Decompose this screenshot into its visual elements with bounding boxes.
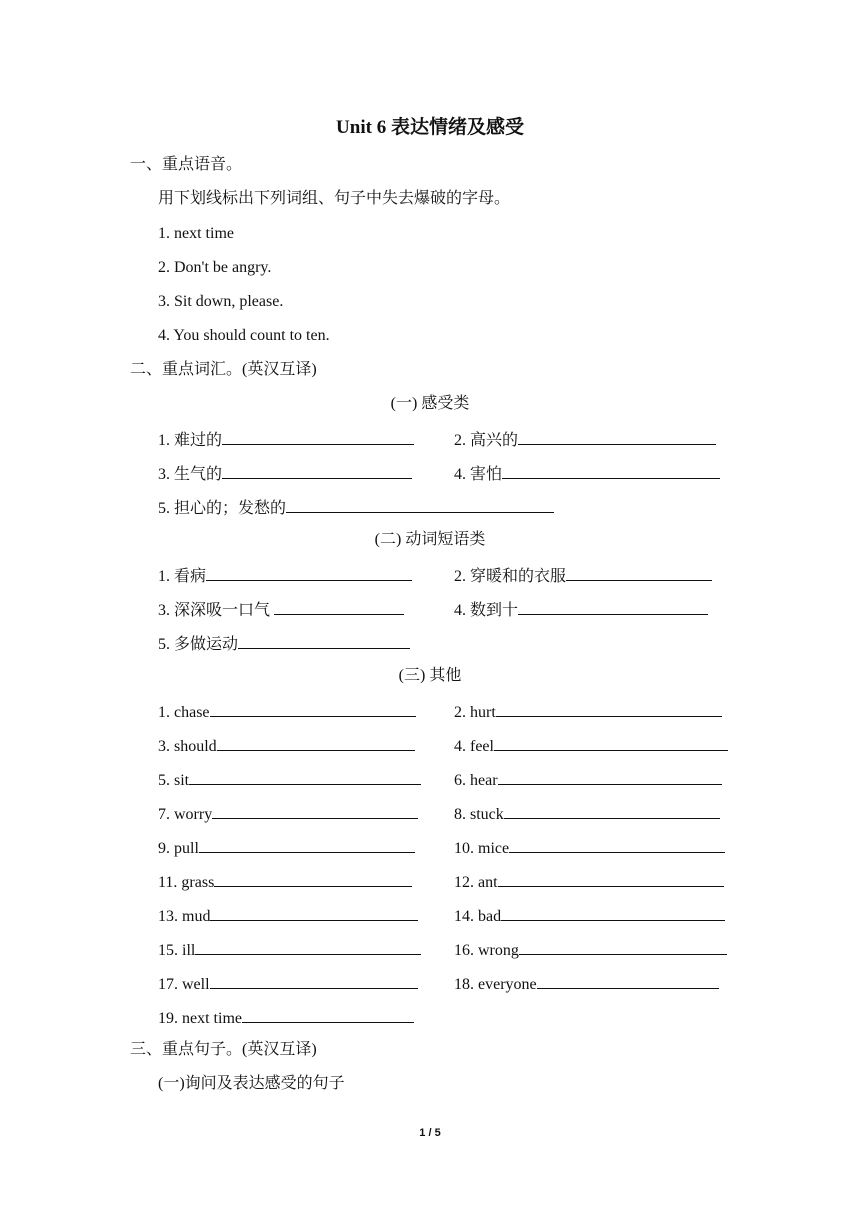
vocab-item (158, 563, 412, 588)
answer-blank[interactable] (210, 903, 418, 921)
vocab-item (158, 869, 412, 894)
answer-blank[interactable] (274, 597, 404, 615)
answer-blank[interactable] (222, 461, 412, 479)
answer-blank[interactable] (498, 767, 722, 785)
vocab-item (454, 767, 722, 792)
vocab-label: 2. hurt (454, 704, 496, 721)
vocab-label: 4. 害怕 (454, 466, 503, 483)
vocab-label: 10. mice (454, 840, 510, 857)
vocab-group-title: (一) 感受类 (390, 395, 470, 412)
vocab-label: 5. 担心的；发愁的 (158, 500, 287, 517)
answer-blank[interactable] (222, 427, 414, 445)
vocab-item (158, 733, 415, 758)
answer-blank[interactable] (501, 903, 725, 921)
vocab-item (454, 801, 720, 826)
answer-blank[interactable] (518, 427, 716, 445)
vocab-item (158, 903, 418, 928)
vocab-item (454, 427, 716, 452)
answer-blank[interactable] (498, 869, 724, 887)
vocab-label: 6. hear (454, 772, 498, 789)
phonics-item: 2. Don't be angry. (158, 259, 272, 276)
vocab-label: 1. 看病 (158, 568, 207, 585)
vocab-item (158, 495, 554, 520)
answer-blank[interactable] (242, 1005, 414, 1023)
page-title: Unit 6 表达情绪及感受 (336, 117, 524, 138)
vocab-label: 14. bad (454, 908, 502, 925)
phonics-item: 4. You should count to ten. (158, 327, 330, 344)
phonics-item: 3. Sit down, please. (158, 293, 284, 310)
vocab-label: 5. 多做运动 (158, 636, 239, 653)
answer-blank[interactable] (509, 835, 725, 853)
vocab-item (454, 733, 728, 758)
vocab-item (454, 903, 725, 928)
vocab-label: 11. grass (158, 874, 215, 891)
vocab-label: 13. mud (158, 908, 211, 925)
answer-blank[interactable] (189, 767, 421, 785)
vocab-label: 3. 深深吸一口气 (158, 602, 271, 619)
answer-blank[interactable] (518, 597, 708, 615)
vocab-label: 19. next time (158, 1010, 242, 1027)
vocab-item (454, 563, 712, 588)
vocab-label: 8. stuck (454, 806, 504, 823)
vocab-item (158, 699, 416, 724)
vocab-label: 2. 高兴的 (454, 432, 519, 449)
section2-heading: 二、重点词汇。(英汉互译) (130, 361, 317, 378)
phonics-item: 1. next time (158, 225, 234, 242)
answer-blank[interactable] (238, 631, 410, 649)
vocab-item (158, 937, 421, 962)
vocab-label: 17. well (158, 976, 210, 993)
vocab-item (454, 597, 708, 622)
vocab-item (158, 631, 410, 656)
vocab-item (158, 427, 414, 452)
vocab-label: 16. wrong (454, 942, 519, 959)
vocab-label: 4. feel (454, 738, 494, 755)
answer-blank[interactable] (210, 699, 416, 717)
vocab-item (454, 937, 727, 962)
vocab-item (158, 801, 418, 826)
vocab-label: 18. everyone (454, 976, 537, 993)
answer-blank[interactable] (519, 937, 727, 955)
answer-blank[interactable] (206, 563, 412, 581)
answer-blank[interactable] (566, 563, 712, 581)
answer-blank[interactable] (195, 937, 421, 955)
vocab-label: 1. chase (158, 704, 210, 721)
answer-blank[interactable] (494, 733, 728, 751)
answer-blank[interactable] (214, 869, 412, 887)
answer-blank[interactable] (537, 971, 719, 989)
vocab-item (454, 869, 724, 894)
vocab-item (158, 767, 421, 792)
vocab-group-title: (二) 动词短语类 (374, 531, 486, 548)
vocab-item (454, 461, 720, 486)
vocab-label: 15. ill (158, 942, 196, 959)
page-number: 1 / 5 (419, 1127, 441, 1139)
section3-subheading: (一)询问及表达感受的句子 (158, 1075, 345, 1092)
vocab-item (454, 971, 719, 996)
vocab-label: 5. sit (158, 772, 190, 789)
answer-blank[interactable] (286, 495, 554, 513)
vocab-label: 3. should (158, 738, 217, 755)
section1-instruction: 用下划线标出下列词组、句子中失去爆破的字母。 (158, 190, 511, 207)
vocab-label: 9. pull (158, 840, 199, 857)
vocab-label: 7. worry (158, 806, 213, 823)
section1-heading: 一、重点语音。 (130, 156, 243, 173)
vocab-label: 12. ant (454, 874, 498, 891)
answer-blank[interactable] (199, 835, 415, 853)
vocab-label: 4. 数到十 (454, 602, 519, 619)
vocab-group-title: (三) 其他 (398, 667, 462, 684)
answer-blank[interactable] (217, 733, 415, 751)
vocab-item (454, 835, 725, 860)
vocab-item (454, 699, 722, 724)
answer-blank[interactable] (504, 801, 720, 819)
vocab-item (158, 971, 418, 996)
vocab-label: 1. 难过的 (158, 432, 223, 449)
answer-blank[interactable] (212, 801, 418, 819)
vocab-item (158, 461, 412, 486)
vocab-label: 2. 穿暖和的衣服 (454, 568, 567, 585)
section3-heading: 三、重点句子。(英汉互译) (130, 1041, 317, 1058)
vocab-item (158, 597, 404, 622)
vocab-label: 3. 生气的 (158, 466, 223, 483)
vocab-item (158, 835, 415, 860)
answer-blank[interactable] (210, 971, 418, 989)
answer-blank[interactable] (496, 699, 722, 717)
answer-blank[interactable] (502, 461, 720, 479)
vocab-item (158, 1005, 414, 1030)
